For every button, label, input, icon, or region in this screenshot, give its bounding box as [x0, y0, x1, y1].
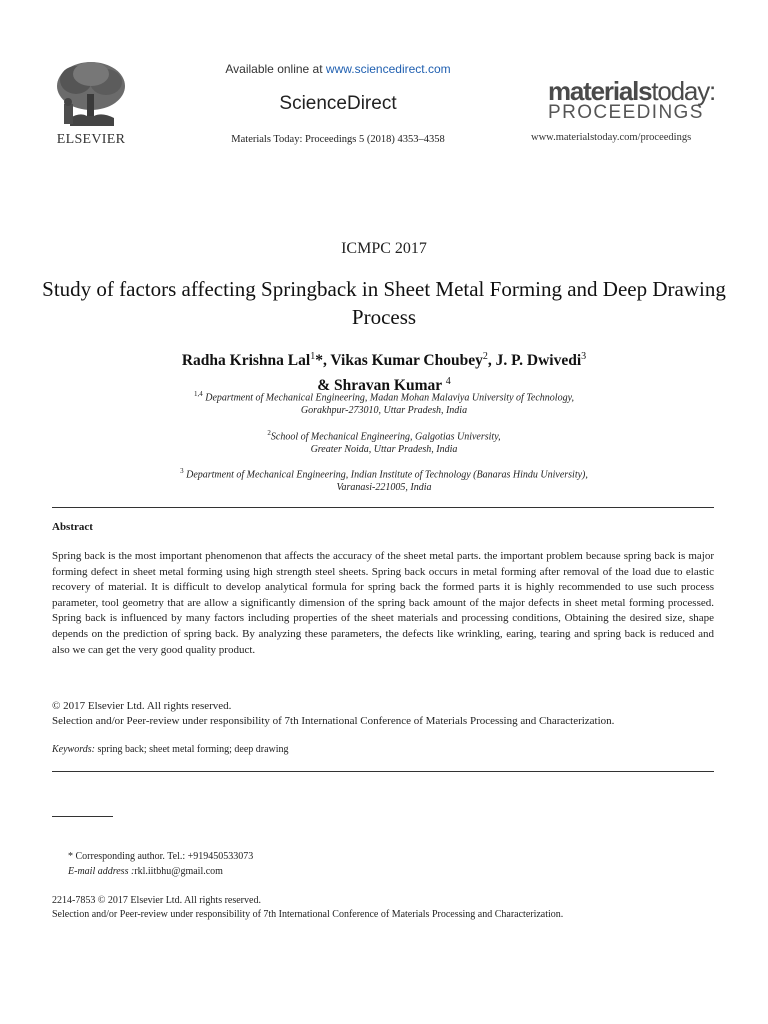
keywords-label: Keywords:: [52, 744, 95, 755]
affiliation-1: [40, 388, 728, 417]
author-2-sup: 2: [482, 351, 488, 362]
author-ampersand: &: [317, 377, 335, 395]
abstract-body: Spring back is the most important phenomenon that affects the accuracy of the sheet metal parts. the important problem because spring back is major forming defect in sheet metal forming using high strength steel sheets. Spring back occurs in metal forming after removal of the load due to elastic recovery of material. It is difficult to develop analytical formula for spring back the formed parts it is highly recommended to use such process parameter, tool geometry that are allow a significantly dimension of the spring back amount of the major defects in sheet metal forming processed. Spring back is influenced by many factors including properties of the sheet materials and processing conditions, Obtaining the desired size, shape depends on the prediction of spring back. By analyzing these parameters, the defects like wrinkling, earing, tearing and spring back is reduced and also we can get the very good quality product.: [52, 550, 714, 656]
keywords-line: [52, 744, 289, 755]
bottom-peer-review: Selection and/or Peer-review under responsibility of 7th International Conference of Materials Processing and Characterization.: [52, 909, 564, 920]
email-label: E-mail address :: [68, 866, 135, 877]
affiliation-line: Varanasi-221005, India: [336, 482, 432, 494]
issn-line: 2214-7853 © 2017 Elsevier Ltd. All rights reserved.: [52, 895, 261, 906]
brand-rest: today:: [651, 76, 716, 106]
author-3: J. P. Dwivedi: [495, 352, 582, 370]
author-4: Shravan Kumar: [334, 377, 442, 395]
affiliation-line: Department of Mechanical Engineering, Madan Mohan Malaviya University of Technology,: [205, 392, 574, 404]
affiliation-line: Greater Noida, Uttar Pradesh, India: [310, 444, 458, 456]
materials-today-url[interactable]: www.materialstoday.com/proceedings: [531, 132, 692, 143]
elsevier-wordmark: ELSEVIER: [56, 132, 126, 147]
sciencedirect-title: ScienceDirect: [279, 93, 397, 114]
bottom-divider: [52, 771, 714, 772]
affiliation-line: School of Mechanical Engineering, Galgotias University,: [270, 431, 501, 443]
footnote-rule: [52, 816, 113, 817]
affiliation-sup: 2: [267, 429, 271, 437]
author-2: Vikas Kumar Choubey: [330, 352, 483, 370]
email-address[interactable]: rkl.iitbhu@gmail.com: [134, 866, 223, 877]
affiliation-sup: 1,4: [194, 390, 203, 398]
corresponding-author: * Corresponding author. Tel.: +919450533073: [68, 851, 254, 862]
conference-name: ICMPC 2017: [341, 240, 427, 257]
corresponding-mark: *,: [315, 352, 331, 370]
journal-reference: Materials Today: Proceedings 5 (2018) 4353–4358: [231, 134, 445, 145]
paper-title: Study of factors affecting Springback in Sheet Metal Forming and Deep Drawing Process: [42, 277, 726, 329]
availability-prefix: Available online at: [225, 62, 326, 76]
elsevier-tree-logo: [50, 60, 132, 130]
affiliation-sup: 3: [180, 467, 184, 475]
sciencedirect-link[interactable]: www.sciencedirect.com: [325, 62, 451, 76]
abstract-heading: Abstract: [52, 521, 93, 533]
top-divider: [52, 507, 714, 508]
author-1-sup: 1: [310, 351, 316, 362]
author-4-sup: 4: [445, 376, 451, 388]
keywords-value: spring back; sheet metal forming; deep drawing: [94, 744, 289, 755]
affiliation-2: [40, 427, 728, 456]
brand-bold: materials: [548, 76, 652, 106]
author-1: Radha Krishna Lal: [181, 352, 311, 370]
affiliation-line: Department of Mechanical Engineering, Indian Institute of Technology (Banaras Hindu University),: [186, 469, 588, 481]
email-line: [68, 866, 223, 877]
copyright-line: © 2017 Elsevier Ltd. All rights reserved.: [52, 700, 232, 712]
author-3-sup: 3: [581, 351, 587, 362]
affiliation-3: [40, 465, 728, 494]
affiliation-line: Gorakhpur-273010, Uttar Pradesh, India: [300, 405, 468, 417]
peer-review-line: Selection and/or Peer-review under responsibility of 7th International Conference of Materials Processing and Characterization.: [52, 715, 615, 727]
proceedings-logo-text: PROCEEDINGS: [548, 102, 704, 123]
author-separator: ,: [487, 352, 496, 370]
